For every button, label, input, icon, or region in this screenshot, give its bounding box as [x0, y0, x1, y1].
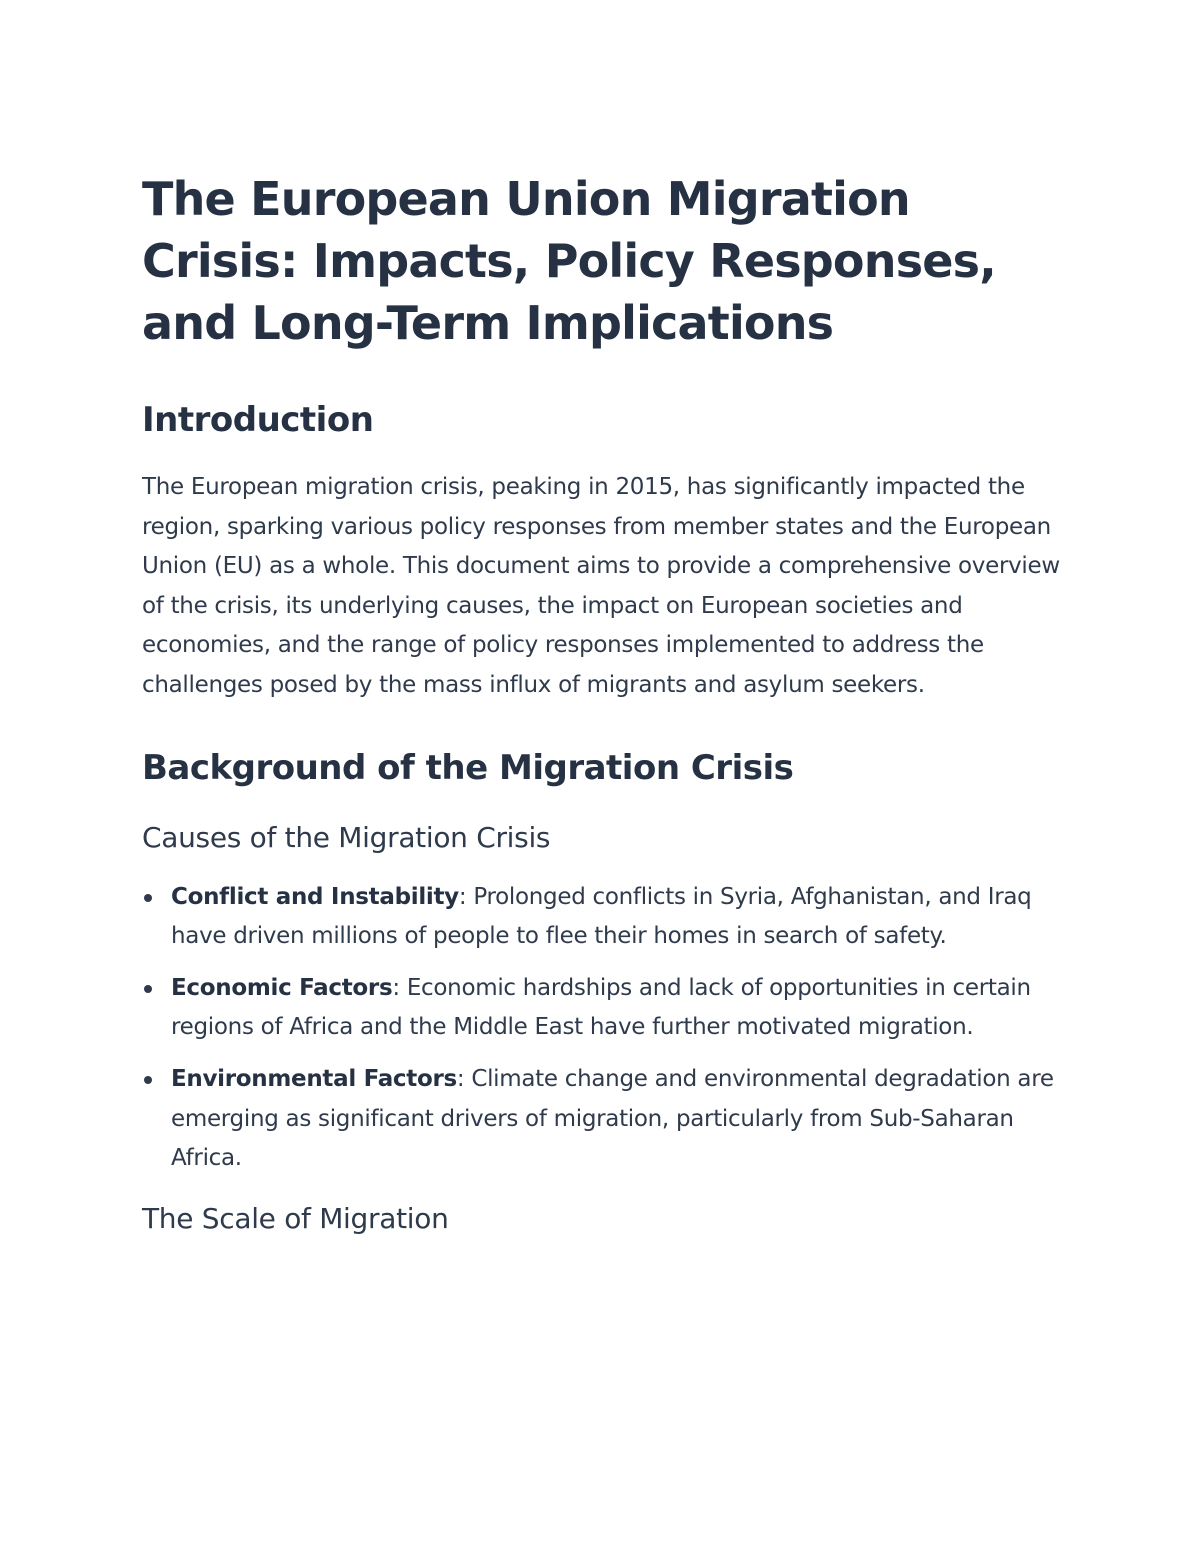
list-item [142, 969, 1062, 1048]
cause-term: Conflict and Instability [171, 883, 459, 910]
bullet-icon [144, 1076, 152, 1084]
background-heading: Background of the Migration Crisis [142, 747, 794, 788]
bullet-icon [144, 894, 152, 902]
introduction-heading: Introduction [142, 400, 374, 440]
bullet-icon [144, 985, 152, 993]
cause-text: : Economic hardships and lack of opportunities in certain regions of Africa and the Middle East have further motivated migration. [171, 974, 1031, 1041]
cause-term: Environmental Factors [171, 1065, 457, 1092]
list-item [142, 1060, 1062, 1179]
document-title: The European Union Migration Crisis: Impacts, Policy Responses, and Long-Term Implications [142, 172, 996, 350]
cause-term: Economic Factors [171, 974, 393, 1001]
causes-list [142, 878, 1062, 1179]
scale-heading: The Scale of Migration [142, 1201, 449, 1235]
list-item [142, 878, 1062, 957]
causes-heading: Causes of the Migration Crisis [142, 820, 551, 854]
introduction-paragraph: The European migration crisis, peaking in 2015, has significantly impacted the region, sparking various policy responses from member states and the European Union (EU) as a whole. This document aims to provide a comprehensive overview of the crisis, its underlying causes, the impact on European societies and economies, and the range of policy responses implemented to address the challenges posed by the mass influx of migrants and asylum seekers. [142, 474, 1060, 698]
cause-text: : Prolonged conflicts in Syria, Afghanistan, and Iraq have driven millions of people to flee their homes in search of safety. [171, 883, 1032, 950]
cause-text: : Climate change and environmental degradation are emerging as significant drivers of migration, particularly from Sub-Saharan Africa. [171, 1065, 1054, 1172]
document-page [142, 168, 1062, 1237]
